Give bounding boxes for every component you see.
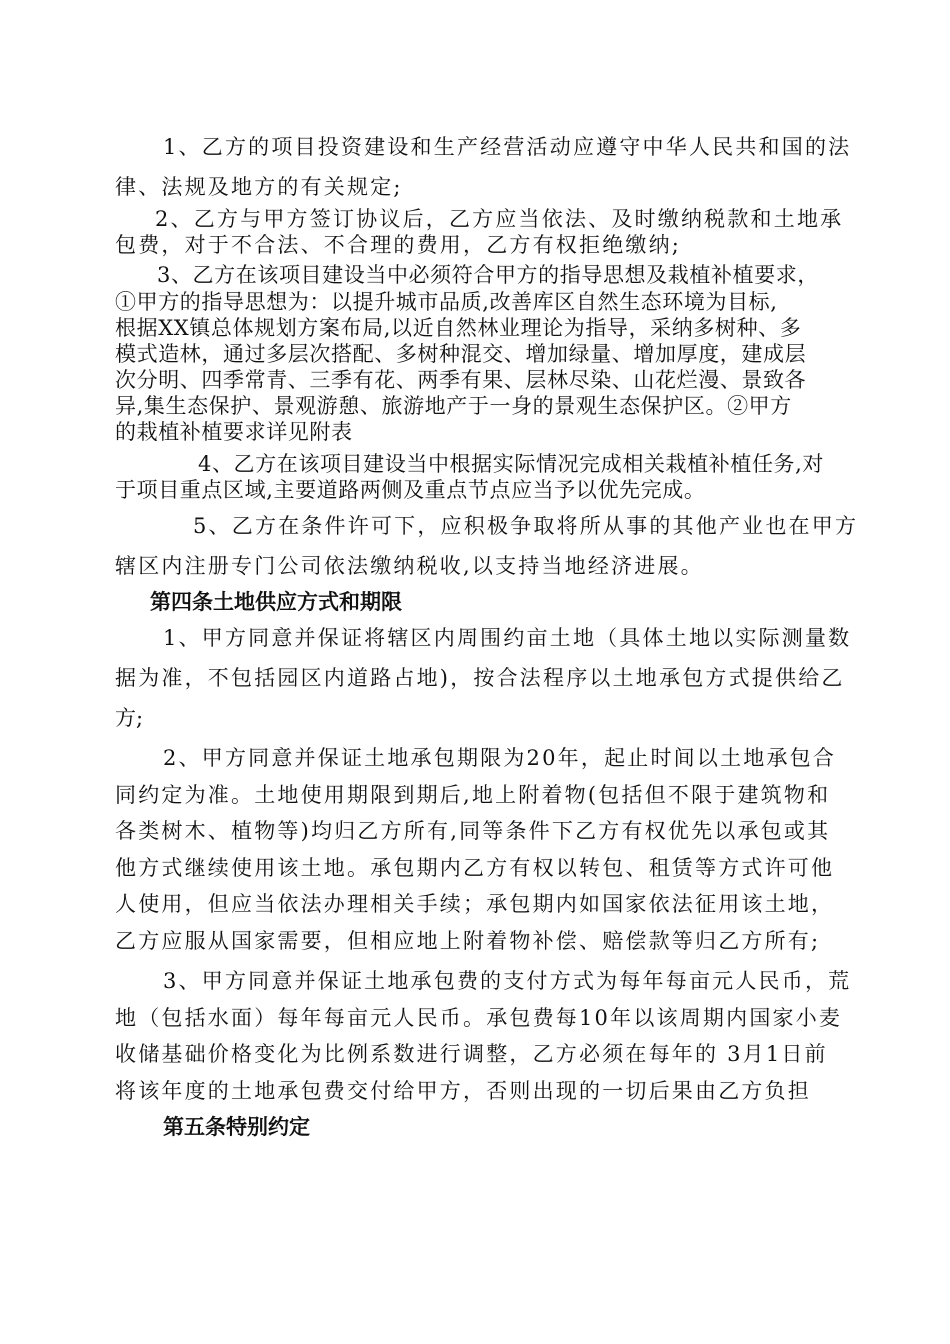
clause-1-line-2: 律、法规及地方的有关规定; — [115, 175, 403, 199]
article-4-p2-line-1: 2、甲方同意并保证土地承包期限为20年，起止时间以土地承包合 — [163, 746, 837, 770]
clause-3-line-5: 次分明、四季常青、三季有花、两季有果、层林尽染、山花烂漫、景致各 — [115, 368, 807, 392]
clause-3-line-7: 的栽植补植要求详见附表 — [115, 420, 353, 444]
article-5-heading: 第五条特别约定 — [163, 1115, 310, 1139]
article-4-p2-line-3: 各类树木、植物等)均归乙方所有,同等条件下乙方有权优先以承包或其 — [115, 819, 831, 843]
clause-3-line-2: ①甲方的指导思想为：以提升城市品质,改善库区自然生态环境为目标, — [115, 290, 778, 314]
article-4-p3-line-4: 将该年度的土地承包费交付给甲方，否则出现的一切后果由乙方负担 — [115, 1079, 811, 1103]
clause-5-line-2: 辖区内注册专门公司依法缴纳税收,以支持当地经济进展。 — [115, 554, 704, 578]
article-4-heading: 第四条土地供应方式和期限 — [150, 590, 402, 614]
article-4-p3-line-1: 3、甲方同意并保证土地承包费的支付方式为每年每亩元人民币，荒 — [163, 969, 852, 993]
clause-4-line-1: 4、乙方在该项目建设当中根据实际情况完成相关栽植补植任务,对 — [198, 452, 825, 476]
article-4-p2-line-6: 乙方应服从国家需要，但相应地上附着物补偿、赔偿款等归乙方所有; — [115, 929, 821, 953]
article-4-p1-line-3: 方; — [115, 706, 144, 730]
article-4-p1-line-1: 1、甲方同意并保证将辖区内周围约亩土地（具体土地以实际测量数 — [163, 626, 852, 650]
clause-2-line-2: 包费，对于不合法、不合理的费用，乙方有权拒绝缴纳; — [115, 233, 682, 257]
clause-3-line-1: 3、乙方在该项目建设当中必须符合甲方的指导思想及栽植补植要求， — [157, 263, 819, 287]
clause-1-line-1: 1、乙方的项目投资建设和生产经营活动应遵守中华人民共和国的法 — [163, 135, 852, 159]
clause-4-line-2: 于项目重点区域,主要道路两侧及重点节点应当予以优先完成。 — [115, 478, 706, 502]
clause-3-line-6: 异,集生态保护、景观游憩、旅游地产于一身的景观生态保护区。②甲方 — [115, 394, 792, 418]
article-4-p3-line-2: 地（包括水面）每年每亩元人民币。承包费每10年以该周期内国家小麦 — [115, 1006, 843, 1030]
article-4-p1-line-2: 据为准，不包括园区内道路占地)，按合法程序以土地承包方式提供给乙 — [115, 666, 845, 690]
clause-3-line-4: 模式造林，通过多层次搭配、多树种混交、增加绿量、增加厚度，建成层 — [115, 342, 807, 366]
article-4-p2-line-4: 他方式继续使用该土地。承包期内乙方有权以转包、租赁等方式许可他 — [115, 856, 835, 880]
clause-3-line-3: 根据XX镇总体规划方案布局,以近自然林业理论为指导，采纳多树种、多 — [115, 316, 802, 340]
clause-2-line-1: 2、乙方与甲方签订协议后，乙方应当依法、及时缴纳税款和土地承 — [155, 207, 844, 231]
article-4-p3-line-3: 收储基础价格变化为比例系数进行调整，乙方必须在每年的 3月1日前 — [115, 1042, 828, 1066]
article-4-p2-line-2: 同约定为准。土地使用期限到期后,地上附着物(包括但不限于建筑物和 — [115, 783, 831, 807]
clause-5-line-1: 5、乙方在条件许可下，应积极争取将所从事的其他产业也在甲方 — [193, 514, 859, 538]
article-4-p2-line-5: 人使用，但应当依法办理相关手续；承包期内如国家依法征用该土地， — [115, 892, 835, 916]
